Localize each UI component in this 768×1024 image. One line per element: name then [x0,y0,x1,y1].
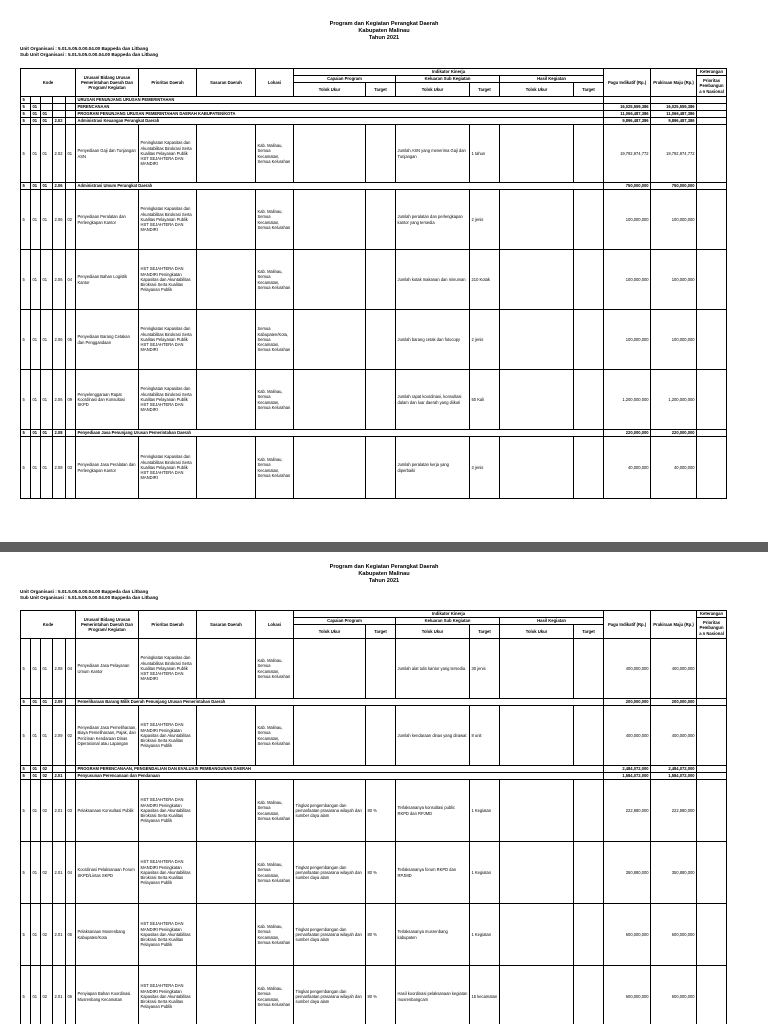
code-cell: 01 [66,125,76,183]
code-cell: 5 [21,706,31,766]
code-cell: 2.09 [53,706,66,766]
kegiatan-name: Pelaksanaan Konsultasi Publik [76,780,139,842]
table-row [21,430,727,437]
code-cell: 01 [41,190,53,250]
code-cell: 2.01 [53,780,66,842]
prioritas-daerah: Peningkatan Kapasitas dan Akuntabilitas Birokrasi Serta Kualitas Pelayanan Publik HST SEJAHTERA DAN MANDIRI [139,125,197,183]
lokasi-cell: Kab. Malinau, Semua Kecamatan, Semua Kelurahan [256,904,294,966]
table-row [21,125,727,183]
header-target: Target [366,83,396,97]
keluaran-target: 15 kecamatan [470,966,500,1024]
prakiraan-value: 19,792,974,772 [651,125,697,183]
header-urusan: Urusan/ Bidang Urusan Pemerintahan Daerah Dan Program/ Kegiatan [76,69,139,97]
keluaran-target: 30 jenis [470,639,500,699]
header-hasil: Hasil Kegiatan [500,76,604,83]
pagu-value: 400,000,000 [604,639,651,699]
keluaran-tolok: Jumlah kendaraan dinas yang dirawat [396,706,470,766]
code-cell: 2.06 [53,183,66,190]
prioritas-daerah: HST SEJAHTERA DAN MANDIRI Peningkatan Kapasitas dan Akuntabilitas Birokrasi Serta Kualitas Pelayanan Publik [139,904,197,966]
pagu-value: 100,000,000 [604,310,651,370]
code-cell: 5 [21,125,31,183]
keluaran-target: 1 Kegiatan [470,904,500,966]
prakiraan-value: 16,025,559,386 [651,104,697,111]
code-cell: 01 [41,310,53,370]
lokasi-cell: Kab. Malinau, Semua Kecamatan, Semua Kelurahan [256,125,294,183]
row-label: PERENCANAAN [76,104,604,111]
code-cell: 01 [31,310,41,370]
header-hasil: Hasil Kegiatan [500,618,604,625]
table-row [21,437,727,499]
table-row [21,773,727,780]
pagu-value: 200,000,000 [604,699,651,706]
code-cell: 01 [31,118,41,125]
header-pagu: Pagu Indikatif (Rp.) [604,611,651,639]
pagu-value: 19,792,974,772 [604,125,651,183]
program-table [20,610,727,1024]
table-row [21,370,727,430]
prakiraan-value: 2,484,072,000 [651,766,697,773]
table-row [21,190,727,250]
code-cell: 01 [31,437,41,499]
code-cell: 5 [21,250,31,310]
code-cell: 01 [31,706,41,766]
code-cell: 2.01 [53,842,66,904]
kegiatan-name: Penyediaan Jasa Peralatan dan Perlengkapan Kantor [76,437,139,499]
code-cell: 01 [31,125,41,183]
prioritas-daerah: HST SEJAHTERA DAN MANDIRI Peningkatan Kapasitas dan Akuntabilitas Birokrasi Serta Kualitas Pelayanan Publik [139,250,197,310]
prioritas-daerah: Peningkatan Kapasitas dan Akuntabilitas Birokrasi Serta Kualitas Pelayanan Publik HST SEJAHTERA DAN MANDIRI [139,639,197,699]
kegiatan-name: Penyediaan Gaji dan Tunjangan ASN [76,125,139,183]
header-capaian: Capaian Program [294,618,396,625]
pagu-value: 750,000,000 [604,183,651,190]
code-cell: 01 [31,904,41,966]
code-cell: 5 [21,842,31,904]
keluaran-target: 210 Kotak [470,250,500,310]
code-cell: 01 [31,766,41,773]
code-cell: 01 [31,842,41,904]
table-row [21,183,727,190]
code-cell: 05 [66,904,76,966]
prioritas-daerah: Peningkatan Kapasitas dan Akuntabilitas Birokrasi Serta Kualitas Pelayanan Publik HST SEJAHTERA DAN MANDIRI [139,190,197,250]
lokasi-cell: Kab. Malinau, Semua Kecamatan, Semua Kelurahan [256,639,294,699]
code-cell: 5 [21,190,31,250]
capaian-tolok: Tingkat pengembangan dan pemanfaatan prasarana wilayah dan sumber daya alam [294,780,366,842]
code-cell: 5 [21,97,31,104]
code-cell: 01 [41,430,53,437]
row-label: PROGRAM PENUNJANG URUSAN PEMERINTAHAN DAERAH KABUPATEN/KOTA [76,111,604,118]
prioritas-daerah: HST SEJAHTERA DAN MANDIRI Peningkatan Kapasitas dan Akuntabilitas Birokrasi Serta Kualitas Pelayanan Publik [139,780,197,842]
code-cell: 2.06 [53,190,66,250]
table-row [21,639,727,699]
header-prioritas-nasional: Prioritas Pembanguna n Nasional [697,618,727,639]
row-label: Penyusunan Perencanaan dan Pendanaan [76,773,604,780]
table-row [21,842,727,904]
table-row [21,904,727,966]
code-cell: 5 [21,780,31,842]
code-cell: 01 [31,104,41,111]
kegiatan-name: Koordinasi Pelaksanaan Forum SKPD/Lintas SKPD [76,842,139,904]
keluaran-target: 2 jenis [470,190,500,250]
header-tolok-ukur: Tolok Ukur [294,83,366,97]
header-tolok-ukur: Tolok Ukur [396,83,470,97]
header-keterangan: Keterangan [697,69,727,76]
code-cell: 01 [41,639,53,699]
capaian-target: 80 % [366,842,396,904]
keluaran-tolok: Jumlah kotak makanan dan minuman [396,250,470,310]
prakiraan-value: 200,000,000 [651,699,697,706]
header-target: Target [470,83,500,97]
table-row [21,118,727,125]
capaian-tolok: Tingkat pengembangan dan pemanfaatan prasarana wilayah dan sumber daya alam [294,966,366,1024]
code-cell: 2.01 [53,966,66,1024]
row-label: PROGRAM PERENCANAAN, PENGENDALIAN DAN EVALUASI PEMBANGUNAN DAERAH [76,766,604,773]
code-cell: 2.06 [53,250,66,310]
code-cell: 02 [41,842,53,904]
prioritas-daerah: Peningkatan Kapasitas dan Akuntabilitas Birokrasi Serta Kualitas Pelayanan Publik HST SEJAHTERA DAN MANDIRI [139,310,197,370]
row-label: Penyediaan Jasa Penunjang Urusan Pemerintahan Daerah [76,430,604,437]
capaian-tolok: Tingkat pengembangan dan pemanfaatan prasarana wilayah dan sumber daya alam [294,842,366,904]
row-label: Administrasi Keuangan Perangkat Daerah [76,118,604,125]
keluaran-tolok: Jumlah ASN yang menerima Gaji dan Tunjangan [396,125,470,183]
code-cell: 04 [66,250,76,310]
header-kode: Kode [21,611,76,639]
code-cell: 2.06 [53,310,66,370]
keluaran-tolok: Jumlah rapat koordinasi, konsultasi dalam dan luar daerah yang diikuti [396,370,470,430]
table-row [21,97,727,104]
code-cell: 06 [66,966,76,1024]
code-cell: 01 [41,111,53,118]
code-cell: 5 [21,766,31,773]
header-tolok-ukur: Tolok Ukur [294,625,366,639]
row-label: Administrasi Umum Perangkat Daerah [76,183,604,190]
lokasi-cell: Kab. Malinau, Semua Kecamatan, Semua Kelurahan [256,190,294,250]
code-cell: 5 [21,111,31,118]
header-keluaran: Keluaran Sub Kegiatan [396,76,500,83]
doc-subtitle-year: Tahun 2021 [368,35,400,41]
header-prakiraan: Prakiraan Maju (Rp.) [651,611,697,639]
table-row [21,780,727,842]
doc-title: Program dan Kegiatan Perangkat Daerah [329,21,439,27]
prakiraan-value: 600,000,000 [651,904,697,966]
code-cell: 02 [41,780,53,842]
lokasi-cell: Kab. Malinau, Semua Kecamatan, Semua Kelurahan [256,437,294,499]
code-cell: 02 [41,904,53,966]
keluaran-target: 8 unit [470,706,500,766]
code-cell: 5 [21,104,31,111]
capaian-tolok: Tingkat pengembangan dan pemanfaatan prasarana wilayah dan sumber daya alam [294,904,366,966]
code-cell: 2.08 [53,430,66,437]
code-cell: 2.02 [53,118,66,125]
code-cell: 01 [41,706,53,766]
kegiatan-name: Penyediaan Jasa Pelayanan Umum Kantor [76,639,139,699]
code-cell: 5 [21,639,31,699]
code-cell: 5 [21,183,31,190]
keluaran-tolok: Jumlah barang cetak dan fotocopy [396,310,470,370]
prioritas-daerah: Peningkatan Kapasitas dan Akuntabilitas Birokrasi Serta Kualitas Pelayanan Publik HST SEJAHTERA DAN MANDIRI [139,437,197,499]
code-cell: 2.08 [53,639,66,699]
prakiraan-value: 750,000,000 [651,183,697,190]
header-prakiraan: Prakiraan Maju (Rp.) [651,69,697,97]
code-cell: 02 [41,966,53,1024]
code-cell: 03 [66,437,76,499]
doc-subtitle-year: Tahun 2021 [368,578,400,584]
row-label: Pemeliharaan Barang Milik Daerah Penunjang Urusan Pemerintahan Daerah [76,699,604,706]
header-prioritas-nasional: Prioritas Pembanguna n Nasional [697,76,727,97]
code-cell: 01 [31,190,41,250]
table-row [21,706,727,766]
code-cell: 5 [21,699,31,706]
keluaran-tolok: Jumlah alat tulis kantor yang tersedia [396,639,470,699]
lokasi-cell: Semua Kabupaten/Kota, Semua Kecamatan, Semua Kelurahan [256,310,294,370]
code-cell: 01 [31,430,41,437]
prakiraan-value: 100,000,000 [651,190,697,250]
capaian-target: 80 % [366,780,396,842]
header-keluaran: Keluaran Sub Kegiatan [396,618,500,625]
keluaran-tolok: Jumlah peralatan kerja yang diperbaiki [396,437,470,499]
pagu-value: 16,025,559,386 [604,104,651,111]
header-tolok-ukur: Tolok Ukur [500,83,574,97]
sub-unit-organisasi: Sub Unit Organisasi : 5.01.5.05.0.00.04.00 Bappeda dan Litbang [20,595,159,600]
header-keterangan: Keterangan [697,611,727,618]
header-indikator: Indikator Kinerja [294,69,604,76]
prioritas-daerah: Peningkatan Kapasitas dan Akuntabilitas Birokrasi Serta Kualitas Pelayanan Publik HST SEJAHTERA DAN MANDIRI [139,370,197,430]
prakiraan-value: 100,000,000 [651,250,697,310]
table-row [21,966,727,1024]
unit-organisasi: Unit Organisasi : 5.01.5.05.0.00.04.00 Bappeda dan Litbang [20,589,149,594]
kegiatan-name: Penyiapan Bahan Koordinasi Musrenbang Kecamatan [76,966,139,1024]
prakiraan-value: 100,000,000 [651,310,697,370]
keluaran-target: 50 Kali [470,370,500,430]
header-target: Target [574,83,604,97]
prioritas-daerah: HST SEJAHTERA DAN MANDIRI Peningkatan Kapasitas dan Akuntabilitas Birokrasi Serta Kualitas Pelayanan Publik [139,706,197,766]
header-target: Target [470,625,500,639]
code-cell: 04 [66,639,76,699]
pagu-value: 600,000,000 [604,904,651,966]
code-cell: 01 [41,125,53,183]
header-tolok-ukur: Tolok Ukur [396,625,470,639]
lokasi-cell: Kab. Malinau, Semua Kecamatan, Semua Kelurahan [256,842,294,904]
row-label: URUSAN PENUNJANG URUSAN PEMERINTAHAN [76,97,604,104]
lokasi-cell: Kab. Malinau, Semua Kecamatan, Semua Kelurahan [256,966,294,1024]
kegiatan-name: Penyediaan Barang Cetakan dan Penggandaan [76,310,139,370]
keluaran-tolok: Terlaksananya forum RKPD dan RPJMD [396,842,470,904]
keluaran-tolok: Hasil koordinasi pelaksanaan kegiatan musrenbangcam [396,966,470,1024]
keluaran-tolok: Jumlah peralatan dan perlengkapan kantor yang tersedia [396,190,470,250]
code-cell: 02 [66,190,76,250]
code-cell: 01 [31,966,41,1024]
header-urusan: Urusan/ Bidang Urusan Pemerintahan Daerah Dan Program/ Kegiatan [76,611,139,639]
table-row [21,699,727,706]
code-cell: 5 [21,966,31,1024]
pagu-value: 100,000,000 [604,190,651,250]
header-lokasi: Lokasi [256,69,294,97]
header-prioritas: Prioritas Daerah [139,611,197,639]
keluaran-tolok: Terlaksananya musrenbang kabupaten [396,904,470,966]
pagu-value: 1,584,072,000 [604,773,651,780]
code-cell: 01 [31,370,41,430]
pagu-value: 350,880,000 [604,842,651,904]
code-cell: 01 [41,699,53,706]
prakiraan-value: 1,584,072,000 [651,773,697,780]
prakiraan-value: 400,000,000 [651,639,697,699]
doc-title: Program dan Kegiatan Perangkat Daerah [329,564,439,570]
prakiraan-value: 9,896,487,386 [651,118,697,125]
code-cell: 5 [21,437,31,499]
keluaran-target: 1 tahun [470,125,500,183]
pagu-value: 1,200,000,000 [604,370,651,430]
code-cell: 2.09 [53,699,66,706]
code-cell: 2.01 [53,904,66,966]
prakiraan-value: 220,000,000 [651,430,697,437]
header-lokasi: Lokasi [256,611,294,639]
keluaran-target: 3 jenis [470,437,500,499]
code-cell: 5 [21,310,31,370]
code-cell: 2.08 [53,437,66,499]
pagu-value: 222,880,000 [604,780,651,842]
header-sasaran: Sasaran Daerah [197,69,256,97]
prioritas-daerah: HST SEJAHTERA DAN MANDIRI Peningkatan Kapasitas dan Akuntabilitas Birokrasi Serta Kualitas Pelayanan Publik [139,842,197,904]
capaian-target: 80 % [366,966,396,1024]
header-target: Target [366,625,396,639]
code-cell: 5 [21,773,31,780]
header-sasaran: Sasaran Daerah [197,611,256,639]
code-cell: 2.02 [53,125,66,183]
pagu-value: 100,000,000 [604,250,651,310]
code-cell: 01 [41,183,53,190]
kegiatan-name: Pelaksanaan Musrenbang Kabupaten/Kota [76,904,139,966]
document-page-2 [0,552,768,1024]
lokasi-cell: Kab. Malinau, Semua Kecamatan, Semua Kelurahan [256,370,294,430]
header-prioritas: Prioritas Daerah [139,69,197,97]
header-indikator: Indikator Kinerja [294,611,604,618]
code-cell: 5 [21,370,31,430]
code-cell: 02 [66,706,76,766]
header-kode: Kode [21,69,76,97]
kegiatan-name: Penyelenggaraan Rapat Koordinasi dan Konsultasi SKPD [76,370,139,430]
code-cell: 01 [31,183,41,190]
code-cell: 01 [31,250,41,310]
header-tolok-ukur: Tolok Ukur [500,625,574,639]
code-cell: 03 [66,780,76,842]
pagu-value: 400,000,000 [604,706,651,766]
kegiatan-name: Penyediaan Jasa Pemeliharaan, Biaya Pemeliharaan, Pajak, dan Perizinan Kendaraan Dinas Operasional atau Lapangan [76,706,139,766]
table-row [21,104,727,111]
prakiraan-value: 1,200,000,000 [651,370,697,430]
code-cell: 2.01 [53,773,66,780]
table-row [21,250,727,310]
code-cell: 01 [31,780,41,842]
code-cell: 04 [66,842,76,904]
code-cell: 01 [31,639,41,699]
prakiraan-value: 11,066,487,386 [651,111,697,118]
code-cell: 01 [31,773,41,780]
prioritas-daerah: HST SEJAHTERA DAN MANDIRI Peningkatan Kapasitas dan Akuntabilitas Birokrasi Serta Kualitas Pelayanan Publik [139,966,197,1024]
code-cell: 02 [41,773,53,780]
code-cell: 01 [41,118,53,125]
code-cell: 5 [21,430,31,437]
program-table [20,68,727,499]
code-cell: 05 [66,310,76,370]
pagu-value: 220,000,000 [604,430,651,437]
doc-subtitle-region: Kabupaten Malinau [358,571,410,577]
pagu-value: 9,896,487,386 [604,118,651,125]
header-capaian: Capaian Program [294,76,396,83]
prakiraan-value: 600,000,000 [651,966,697,1024]
code-cell: 02 [41,766,53,773]
keluaran-target: 2 jenis [470,310,500,370]
kegiatan-name: Penyediaan Bahan Logistik Kantor [76,250,139,310]
doc-subtitle-region: Kabupaten Malinau [358,28,410,34]
prakiraan-value: 222,880,000 [651,780,697,842]
header-target: Target [574,625,604,639]
code-cell: 01 [41,370,53,430]
code-cell: 01 [31,111,41,118]
table-row [21,766,727,773]
keluaran-target: 1 Kegiatan [470,842,500,904]
pagu-value: 40,000,000 [604,437,651,499]
code-cell: 01 [31,699,41,706]
lokasi-cell: Kab. Malinau, Semua Kecamatan, Semua Kelurahan [256,706,294,766]
sub-unit-organisasi: Sub Unit Organisasi : 5.01.5.05.0.00.04.00 Bappeda dan Litbang [20,52,159,57]
code-cell: 5 [21,904,31,966]
capaian-target: 80 % [366,904,396,966]
table-row [21,111,727,118]
table-row [21,310,727,370]
keluaran-target: 1 Kegiatan [470,780,500,842]
code-cell: 5 [21,118,31,125]
kegiatan-name: Penyediaan Peralatan dan Perlengkapan Kantor [76,190,139,250]
code-cell: 09 [66,370,76,430]
unit-organisasi: Unit Organisasi : 5.01.5.05.0.00.04.00 Bappeda dan Litbang [20,46,149,51]
code-cell: 01 [41,250,53,310]
header-pagu: Pagu Indikatif (Rp.) [604,69,651,97]
prakiraan-value: 400,000,000 [651,706,697,766]
keluaran-tolok: Terlaksananya konsultasi public RKPD dan RPJMD [396,780,470,842]
lokasi-cell: Kab. Malinau, Semua Kecamatan, Semua Kelurahan [256,780,294,842]
code-cell: 01 [41,437,53,499]
pagu-value: 600,000,000 [604,966,651,1024]
code-cell: 2.06 [53,370,66,430]
prakiraan-value: 350,880,000 [651,842,697,904]
lokasi-cell: Kab. Malinau, Semua Kecamatan, Semua Kelurahan [256,250,294,310]
pagu-value: 11,066,487,386 [604,111,651,118]
prakiraan-value: 40,000,000 [651,437,697,499]
pagu-value: 2,484,072,000 [604,766,651,773]
